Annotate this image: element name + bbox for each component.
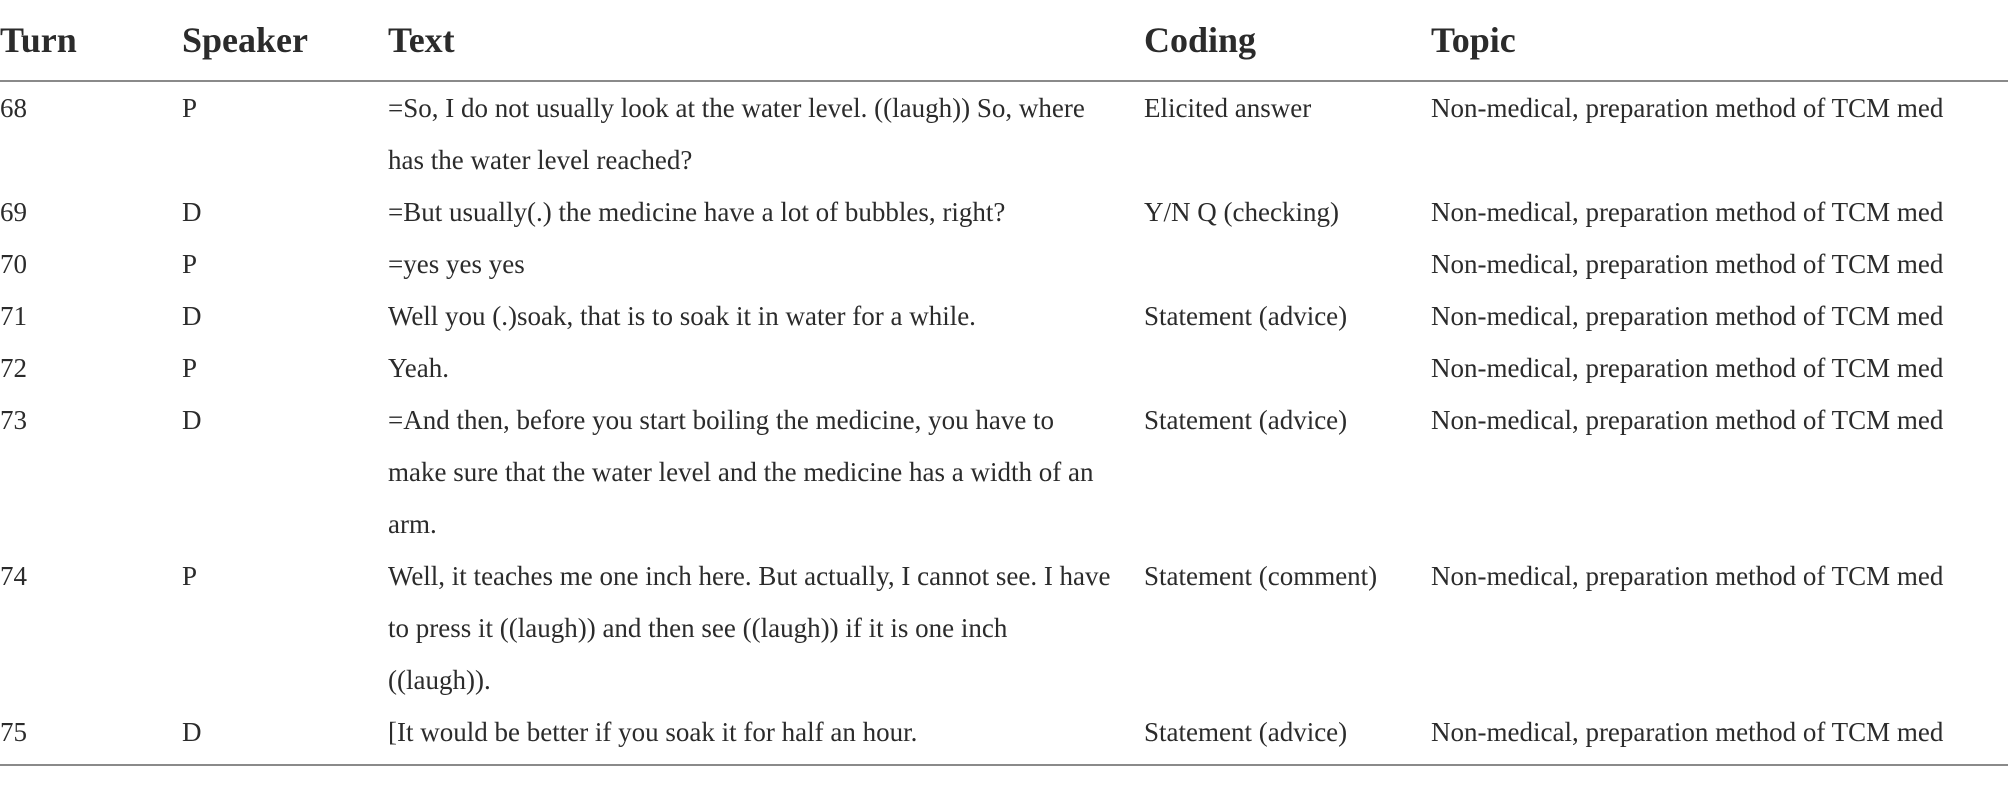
coding-cell: Elicited answer <box>1144 93 1312 123</box>
text-cell: =So, I do not usually look at the water level. ((laugh)) So, where has the water level reached? <box>388 93 1085 175</box>
text-cell: =But usually(.) the medicine have a lot of bubbles, right? <box>388 197 1006 227</box>
column-header-text: Text <box>388 0 1144 81</box>
speaker-cell: D <box>182 405 202 435</box>
coding-cell: Y/N Q (checking) <box>1144 197 1339 227</box>
column-header-coding: Coding <box>1144 0 1431 81</box>
topic-cell: Non-medical, preparation method of TCM med <box>1431 301 1944 331</box>
text-cell: Well, it teaches me one inch here. But actually, I cannot see. I have to press it ((laugh)) and then see ((laugh)) if it is one inch ((laugh)). <box>388 561 1111 695</box>
turn-cell: 72 <box>0 353 27 383</box>
topic-cell: Non-medical, preparation method of TCM med <box>1431 353 1944 383</box>
topic-cell: Non-medical, preparation method of TCM med <box>1431 197 1944 227</box>
table-row <box>0 394 2008 550</box>
speaker-cell: P <box>182 353 198 383</box>
table-row <box>0 238 2008 290</box>
speaker-cell: P <box>182 93 198 123</box>
text-cell: Well you (.)soak, that is to soak it in water for a while. <box>388 301 976 331</box>
text-cell: =yes yes yes <box>388 249 525 279</box>
topic-cell: Non-medical, preparation method of TCM med <box>1431 93 1944 123</box>
table-row <box>0 706 2008 765</box>
text-cell: [It would be better if you soak it for half an hour. <box>388 706 1144 765</box>
topic-cell: Non-medical, preparation method of TCM med <box>1431 405 1944 435</box>
column-header-turn: Turn <box>0 0 182 81</box>
table-row <box>0 550 2008 706</box>
coding-cell: Statement (comment) <box>1144 561 1378 591</box>
text-cell: =And then, before you start boiling the medicine, you have to make sure that the water level and the medicine has a width of an arm. <box>388 405 1094 539</box>
turn-cell: 73 <box>0 405 27 435</box>
speaker-cell: D <box>182 706 388 765</box>
speaker-cell: P <box>182 249 198 279</box>
table-header-row <box>0 0 2008 81</box>
turn-cell: 75 <box>0 706 182 765</box>
column-header-speaker: Speaker <box>182 0 388 81</box>
coding-cell: Statement (advice) <box>1144 405 1348 435</box>
table-row <box>0 342 2008 394</box>
table-row <box>0 186 2008 238</box>
coding-cell <box>1144 342 1431 394</box>
table-row <box>0 81 2008 186</box>
speaker-cell: D <box>182 197 202 227</box>
topic-cell: Non-medical, preparation method of TCM med <box>1431 561 1944 591</box>
coding-cell: Statement (advice) <box>1144 301 1348 331</box>
speaker-cell: D <box>182 301 202 331</box>
turn-cell: 70 <box>0 249 27 279</box>
speaker-cell: P <box>182 561 198 591</box>
turn-cell: 71 <box>0 301 27 331</box>
topic-cell: Non-medical, preparation method of TCM med <box>1431 706 2008 765</box>
coding-cell: Statement (advice) <box>1144 706 1431 765</box>
topic-cell: Non-medical, preparation method of TCM med <box>1431 249 1944 279</box>
turn-cell: 69 <box>0 197 27 227</box>
coding-cell <box>1144 238 1431 290</box>
table-row <box>0 290 2008 342</box>
column-header-topic: Topic <box>1431 0 2008 81</box>
text-cell: Yeah. <box>388 353 450 383</box>
turn-cell: 74 <box>0 561 27 591</box>
turn-cell: 68 <box>0 93 27 123</box>
